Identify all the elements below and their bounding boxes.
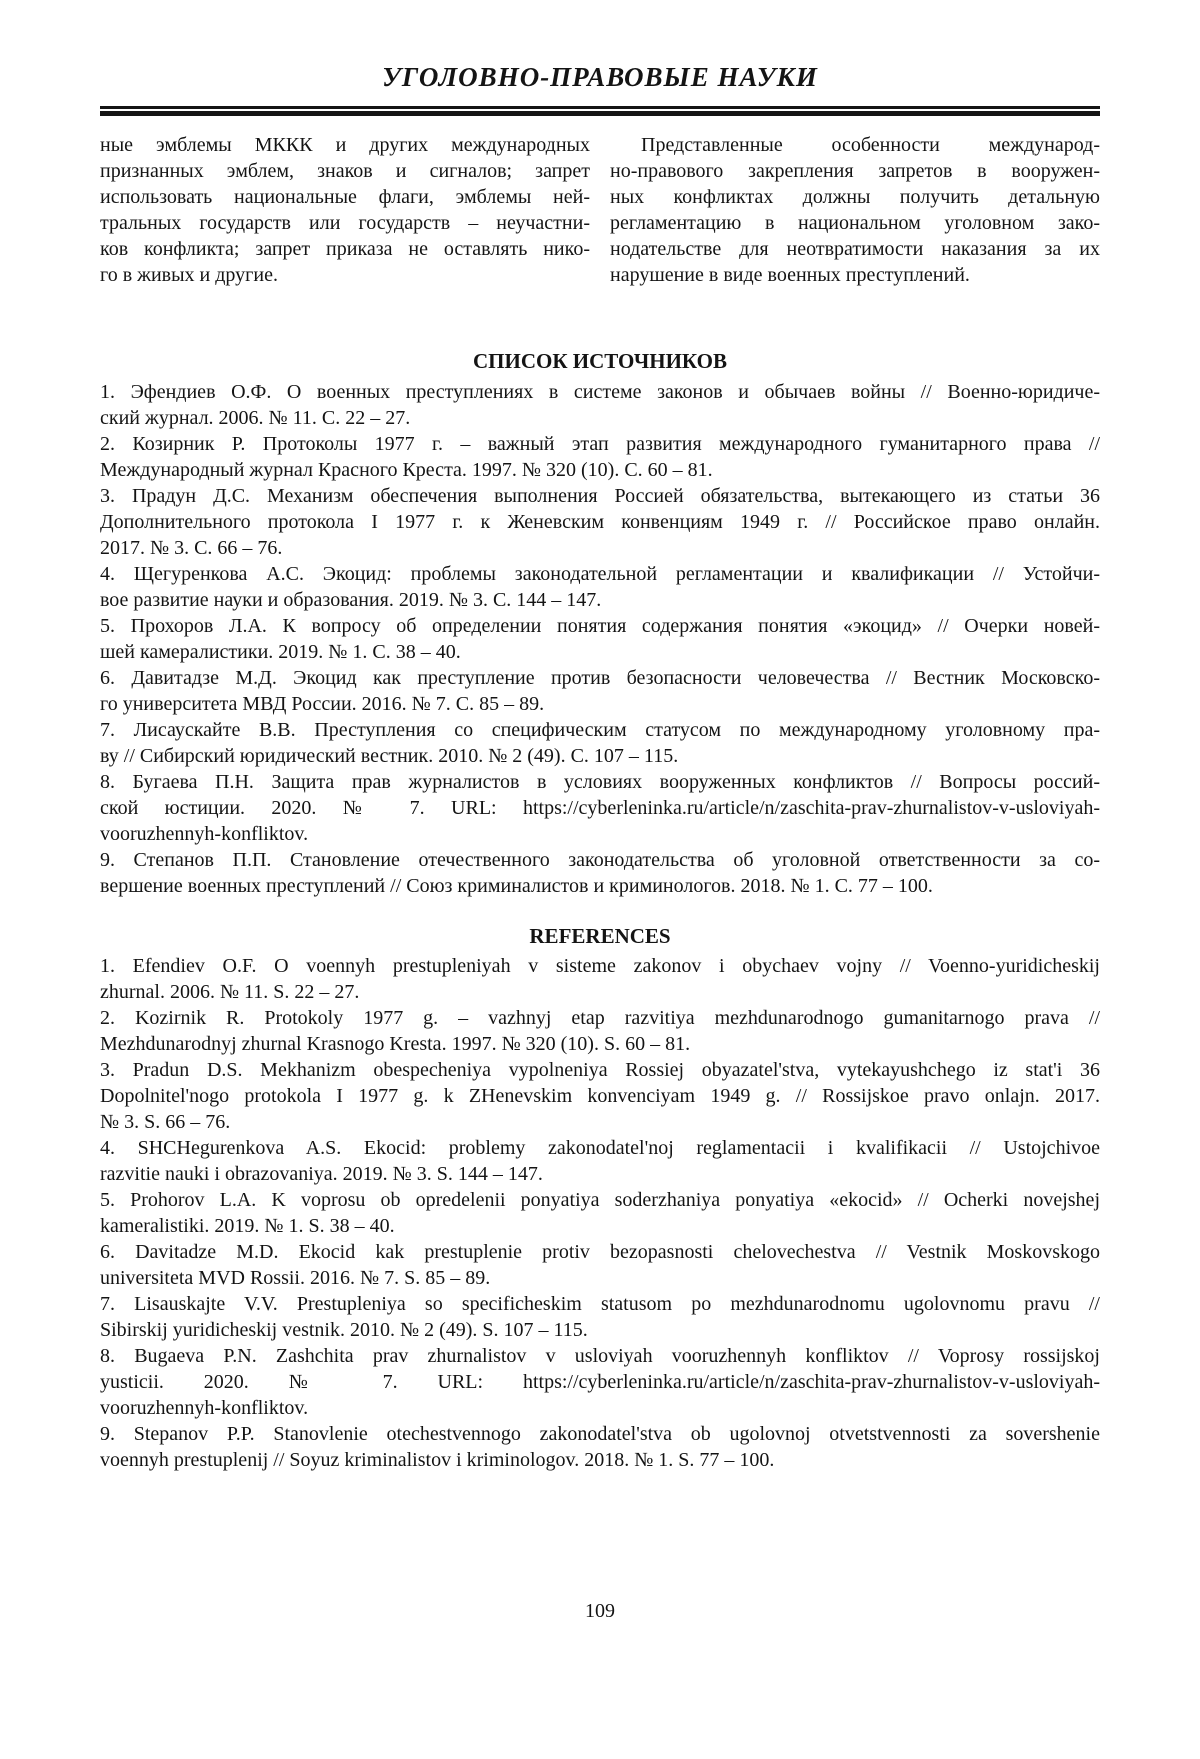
- reference-item: [100, 613, 1100, 665]
- reference-item: [100, 1135, 1100, 1187]
- text-line: voennyh prestuplenij // Soyuz kriminalistov i kriminologov. 2018. № 1. S. 77 – 100.: [100, 1449, 775, 1471]
- reference-item: [100, 431, 1100, 483]
- text-line: 4. Щегуренкова А.С. Экоцид: проблемы законодательной регламентации и квалификации // Устойчи-: [100, 563, 1100, 585]
- reference-item: [100, 1291, 1100, 1343]
- text-line: kameralistiki. 2019. № 1. S. 38 – 40.: [100, 1215, 395, 1237]
- reference-item: [100, 1005, 1100, 1057]
- text-line: № 3. S. 66 – 76.: [100, 1111, 231, 1133]
- text-line: 9. Степанов П.П. Становление отечественного законодательства об уголовной ответственности за со-: [100, 849, 1100, 871]
- text-line: 3. Прадун Д.С. Механизм обеспечения выполнения Россией обязательства, вытекающего из статьи 36: [100, 485, 1100, 507]
- sources-heading: СПИСОК ИСТОЧНИКОВ: [473, 349, 727, 373]
- text-line: признанных эмблем, знаков и сигналов; запрет: [100, 160, 590, 182]
- text-line: 8. Bugaeva P.N. Zashchita prav zhurnalistov v usloviyah vooruzhennyh konfliktov // Voprosy rossijskoj: [100, 1345, 1100, 1367]
- reference-item: [100, 847, 1100, 899]
- journal-section-title: УГОЛОВНО-ПРАВОВЫЕ НАУКИ: [382, 62, 818, 92]
- reference-item: [100, 1421, 1100, 1473]
- text-line: 4. SHCHegurenkova A.S. Ekocid: problemy zakonodatel'noj reglamentacii i kvalifikacii // Ustojchivoe: [100, 1137, 1100, 1159]
- text-line: ные эмблемы МККК и других международных: [100, 134, 590, 156]
- text-line: использовать национальные флаги, эмблемы ней-: [100, 186, 590, 208]
- text-line: Представленные особенности международ-: [641, 134, 1100, 156]
- text-line: 7. Lisauskajte V.V. Prestupleniya so specificheskim statusom po mezhdunarodnomu ugolovnomu pravu //: [100, 1293, 1100, 1315]
- text-line: ский журнал. 2006. № 11. С. 22 – 27.: [100, 407, 411, 429]
- reference-item: [100, 379, 1100, 431]
- reference-item: [100, 561, 1100, 613]
- reference-item: [100, 665, 1100, 717]
- page-number: 109: [585, 1600, 615, 1622]
- sources-list: [100, 379, 1100, 899]
- text-line: ву // Сибирский юридический вестник. 2010. № 2 (49). С. 107 – 115.: [100, 745, 679, 767]
- text-line: universiteta MVD Rossii. 2016. № 7. S. 85 – 89.: [100, 1267, 491, 1289]
- text-line: 6. Давитадзе М.Д. Экоцид как преступление против безопасности человечества // Вестник Московско-: [100, 667, 1100, 689]
- text-line: ных конфликтах должны получить детальную: [610, 186, 1100, 208]
- text-line: 3. Pradun D.S. Mekhanizm obespecheniya vypolneniya Rossiej obyazatel'stva, vytekayushchego iz stat'i 36: [100, 1059, 1100, 1081]
- text-line: Mezhdunarodnyj zhurnal Krasnogo Kresta. 1997. № 320 (10). S. 60 – 81.: [100, 1033, 691, 1055]
- references-list: [100, 953, 1100, 1473]
- text-line: регламентацию в национальном уголовном зако-: [610, 212, 1100, 234]
- text-line: vooruzhennyh-konfliktov.: [100, 823, 309, 845]
- text-line: 2. Козирник Р. Протоколы 1977 г. – важный этап развития международного гуманитарного права //: [100, 433, 1100, 455]
- reference-item: [100, 953, 1100, 1005]
- text-line: вое развитие науки и образования. 2019. № 3. С. 144 – 147.: [100, 589, 602, 611]
- intro-left-column: [100, 132, 590, 288]
- references-heading: REFERENCES: [529, 924, 671, 948]
- reference-item: [100, 483, 1100, 561]
- reference-item: [100, 1239, 1100, 1291]
- text-line: zhurnal. 2006. № 11. S. 22 – 27.: [100, 981, 360, 1003]
- text-line: 8. Бугаева П.Н. Защита прав журналистов в условиях вооруженных конфликтов // Вопросы россий-: [100, 771, 1100, 793]
- reference-item: [100, 1187, 1100, 1239]
- text-line: razvitie nauki i obrazovaniya. 2019. № 3. S. 144 – 147.: [100, 1163, 543, 1185]
- intro-two-column-text: [100, 132, 1100, 288]
- text-line: вершение военных преступлений // Союз криминалистов и криминологов. 2018. № 1. С. 77 – 100.: [100, 875, 933, 897]
- text-line: 6. Davitadze M.D. Ekocid kak prestuplenie protiv bezopasnosti chelovechestva // Vestnik Moskovskogo: [100, 1241, 1100, 1263]
- text-line: Sibirskij yuridicheskij vestnik. 2010. № 2 (49). S. 107 – 115.: [100, 1319, 588, 1341]
- reference-item: [100, 1057, 1100, 1135]
- text-line: 2017. № 3. С. 66 – 76.: [100, 537, 283, 559]
- text-line: yusticii. 2020. № 7. URL: https://cyberleninka.ru/article/n/zaschita-prav-zhurnalistov-v-usloviyah-: [100, 1371, 1100, 1393]
- text-line: Дополнительного протокола I 1977 г. к Женевским конвенциям 1949 г. // Российское право онлайн.: [100, 511, 1100, 533]
- text-line: 2. Kozirnik R. Protokoly 1977 g. – vazhnyj etap razvitiya mezhdunarodnogo gumanitarnogo prava //: [100, 1007, 1100, 1029]
- page-content: [100, 62, 1100, 1624]
- text-line: нодательстве для неотвратимости наказания за их: [610, 238, 1100, 260]
- text-line: 1. Эфендиев О.Ф. О военных преступлениях в системе законов и обычаев войны // Военно-юридиче-: [100, 381, 1100, 403]
- text-line: 5. Prohorov L.A. K voprosu ob opredelenii ponyatiya soderzhaniya ponyatiya «ekocid» // Ocherki novejshej: [100, 1189, 1100, 1211]
- rule-thick: [100, 111, 1100, 116]
- intro-right-column: [610, 132, 1100, 288]
- text-line: 7. Лисаускайте В.В. Преступления со специфическим статусом по международному уголовному пра-: [100, 719, 1100, 741]
- text-line: vooruzhennyh-konfliktov.: [100, 1397, 309, 1419]
- text-line: ской юстиции. 2020. № 7. URL: https://cyberleninka.ru/article/n/zaschita-prav-zhurnalistov-v-usloviyah-: [100, 797, 1100, 819]
- reference-item: [100, 717, 1100, 769]
- text-line: шей камералистики. 2019. № 1. С. 38 – 40.: [100, 641, 461, 663]
- text-line: тральных государств или государств – неучастни-: [100, 212, 590, 234]
- text-line: но-правового закрепления запретов в вооружен-: [610, 160, 1100, 182]
- text-line: 9. Stepanov P.P. Stanovlenie otechestvennogo zakonodatel'stva ob ugolovnoj otvetstvennosti za sovershenie: [100, 1423, 1100, 1445]
- text-line: 5. Прохоров Л.А. К вопросу об определении понятия содержания понятия «экоцид» // Очерки новей-: [100, 615, 1100, 637]
- text-line: нарушение в виде военных преступлений.: [610, 264, 970, 286]
- text-line: Dopolnitel'nogo protokola I 1977 g. k ZHenevskim konvenciyam 1949 g. // Rossijskoe pravo onlajn. 2017.: [100, 1085, 1100, 1107]
- text-line: го в живых и другие.: [100, 264, 278, 286]
- reference-item: [100, 769, 1100, 847]
- header-double-rule: [100, 106, 1100, 116]
- text-line: ков конфликта; запрет приказа не оставлять нико-: [100, 238, 590, 260]
- text-line: 1. Efendiev O.F. O voennyh prestupleniyah v sisteme zakonov i obychaev vojny // Voenno-yuridicheskij: [100, 955, 1100, 977]
- text-line: го университета МВД России. 2016. № 7. С. 85 – 89.: [100, 693, 545, 715]
- reference-item: [100, 1343, 1100, 1421]
- text-line: Международный журнал Красного Креста. 1997. № 320 (10). С. 60 – 81.: [100, 459, 713, 481]
